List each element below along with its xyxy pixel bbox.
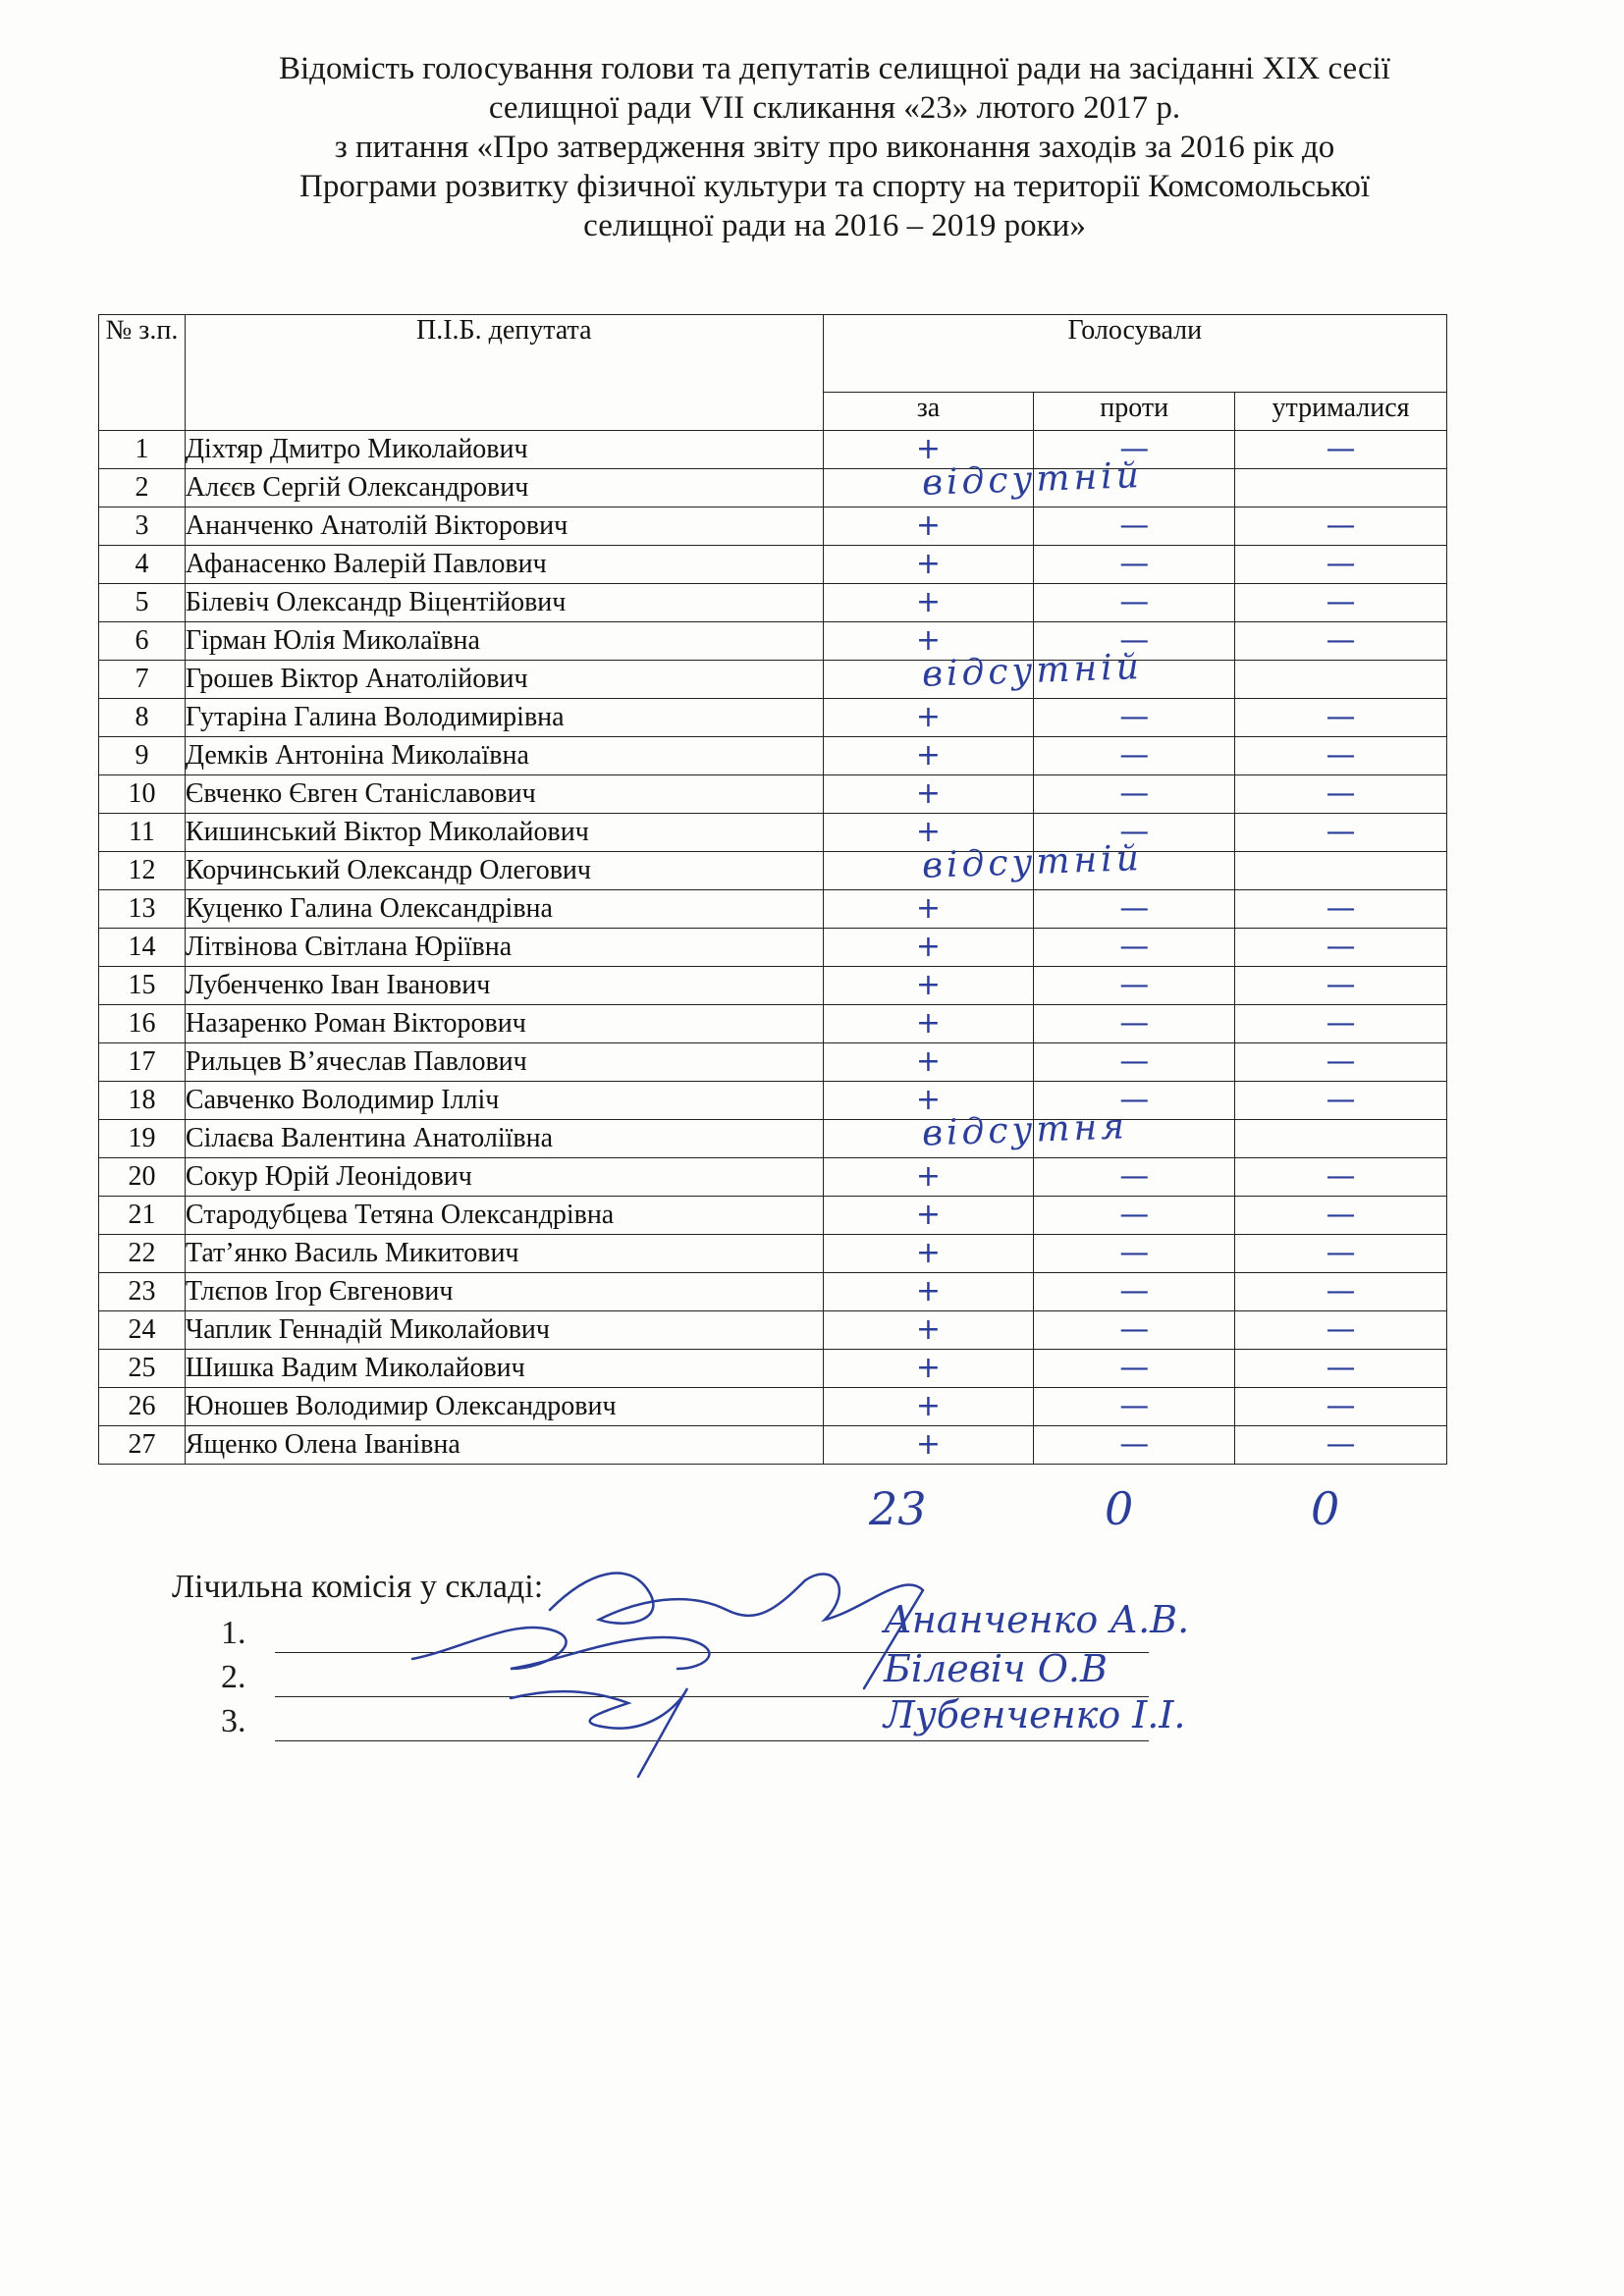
header-abstained: утрималися — [1235, 393, 1447, 431]
table-row — [99, 737, 1447, 775]
row-number: 23 — [99, 1273, 186, 1311]
row-number: 26 — [99, 1388, 186, 1426]
vote-against-cell: — — [1034, 737, 1235, 775]
vote-abstained-cell: — — [1235, 431, 1447, 469]
table-row — [99, 775, 1447, 814]
signature-stroke — [412, 1628, 709, 1669]
header-number: № з.п. — [99, 315, 186, 431]
table-row — [99, 699, 1447, 737]
title-line: селищної ради VІІ скликання «23» лютого 2017 р. — [488, 90, 1181, 126]
deputy-name: Тат’янко Василь Микитович — [185, 1235, 823, 1273]
vote-against-cell: — — [1034, 1426, 1235, 1465]
vote-for-cell: + — [823, 507, 1034, 546]
table-row — [99, 890, 1447, 929]
row-number: 22 — [99, 1235, 186, 1273]
row-number: 10 — [99, 775, 186, 814]
vote-for-cell: + — [823, 1388, 1034, 1426]
vote-abstained-cell: — — [1235, 890, 1447, 929]
vote-against-cell: — — [1034, 967, 1235, 1005]
vote-for-cell — [823, 1106, 1129, 1158]
total-against: 0 — [1105, 1482, 1134, 1535]
absent-note: відсутня — [920, 1106, 1129, 1154]
vote-for-cell: + — [823, 967, 1034, 1005]
vote-against-cell: — — [1034, 1350, 1235, 1388]
deputy-name: Літвінова Світлана Юріївна — [185, 929, 823, 967]
vote-for-cell — [823, 647, 1144, 699]
table-row — [99, 584, 1447, 622]
vote-abstained-cell: — — [1235, 584, 1447, 622]
vote-abstained-cell — [1235, 469, 1447, 507]
total-for: 23 — [869, 1482, 927, 1535]
table-row — [99, 507, 1447, 546]
header-deputy-name: П.І.Б. депутата — [185, 315, 823, 431]
row-number: 5 — [99, 584, 186, 622]
vote-for-cell: + — [823, 1311, 1034, 1350]
title-line: Відомість голосування голови та депутатів селищної ради на засіданні ХІХ сесії — [279, 51, 1390, 86]
deputy-name: Ананченко Анатолій Вікторович — [185, 507, 823, 546]
vote-for-cell: + — [823, 1005, 1034, 1043]
row-number: 12 — [99, 852, 186, 890]
deputy-name: Сілаєва Валентина Анатоліївна — [185, 1120, 823, 1158]
title-line: Програми розвитку фізичної культури та спорту на території Комсомольської — [298, 169, 1371, 204]
vote-abstained-cell: — — [1235, 622, 1447, 661]
row-number: 24 — [99, 1311, 186, 1350]
vote-abstained-cell: — — [1235, 1043, 1447, 1082]
deputy-name: Стародубцева Тетяна Олександрівна — [185, 1197, 823, 1235]
row-number: 27 — [99, 1426, 186, 1465]
table-row — [99, 1235, 1447, 1273]
vote-against-cell: — — [1034, 1235, 1235, 1273]
vote-against-cell: — — [1034, 1158, 1235, 1197]
row-number: 3 — [99, 507, 186, 546]
header-for: за — [823, 393, 1034, 431]
vote-against-cell: — — [1034, 814, 1235, 852]
table-row — [99, 929, 1447, 967]
member-number: 2. — [221, 1659, 246, 1695]
vote-against-cell — [1034, 1120, 1235, 1158]
vote-for-cell: + — [823, 1197, 1034, 1235]
vote-against-cell — [1034, 852, 1235, 890]
table-row — [99, 1273, 1447, 1311]
deputy-name: Чаплик Геннадій Миколайович — [185, 1311, 823, 1350]
voting-table-body — [99, 431, 1447, 1465]
vote-against-cell: — — [1034, 546, 1235, 584]
vote-abstained-cell: — — [1235, 967, 1447, 1005]
vote-abstained-cell — [1235, 1120, 1447, 1158]
deputy-name: Сокур Юрій Леонідович — [185, 1158, 823, 1197]
commission-label: Лічильна комісія у складі: — [172, 1569, 544, 1605]
row-number: 17 — [99, 1043, 186, 1082]
vote-for-cell: + — [823, 1350, 1034, 1388]
vote-abstained-cell: — — [1235, 1005, 1447, 1043]
header-voted: Голосували — [823, 315, 1446, 393]
table-row — [99, 1120, 1447, 1158]
deputy-name: Гірман Юлія Миколаївна — [185, 622, 823, 661]
deputy-name: Кишинський Віктор Миколайович — [185, 814, 823, 852]
row-number: 20 — [99, 1158, 186, 1197]
deputy-name: Рильцев В’ячеслав Павлович — [185, 1043, 823, 1082]
vote-for-cell: + — [823, 622, 1034, 661]
vote-for-cell — [823, 455, 1144, 507]
vote-against-cell: — — [1034, 775, 1235, 814]
row-number: 4 — [99, 546, 186, 584]
deputy-name: Лубенченко Іван Іванович — [185, 967, 823, 1005]
deputy-name: Афанасенко Валерій Павлович — [185, 546, 823, 584]
row-number: 1 — [99, 431, 186, 469]
table-row — [99, 1388, 1447, 1426]
deputy-name: Тлєпов Ігор Євгенович — [185, 1273, 823, 1311]
total-abstained: 0 — [1311, 1482, 1340, 1535]
vote-against-cell — [1034, 661, 1235, 699]
vote-for-cell: + — [823, 890, 1034, 929]
row-number: 21 — [99, 1197, 186, 1235]
header-against: проти — [1034, 393, 1235, 431]
row-number: 15 — [99, 967, 186, 1005]
title-line: селищної ради на 2016 – 2019 роки» — [583, 208, 1086, 243]
row-number: 13 — [99, 890, 186, 929]
vote-for-cell: + — [823, 775, 1034, 814]
vote-against-cell: — — [1034, 929, 1235, 967]
deputy-name: Білевіч Олександр Віцентійович — [185, 584, 823, 622]
deputy-name: Євченко Євген Станіславович — [185, 775, 823, 814]
member-name: Білевіч О.В — [884, 1647, 1108, 1690]
table-row — [99, 814, 1447, 852]
vote-against-cell: — — [1034, 1043, 1235, 1082]
vote-abstained-cell: — — [1235, 1158, 1447, 1197]
vote-for-cell: + — [823, 1273, 1034, 1311]
vote-abstained-cell: — — [1235, 1197, 1447, 1235]
vote-for-cell: + — [823, 1235, 1034, 1273]
vote-against-cell: — — [1034, 890, 1235, 929]
deputy-name: Юношев Володимир Олександрович — [185, 1388, 823, 1426]
table-row — [99, 1082, 1447, 1120]
deputy-name: Ященко Олена Іванівна — [185, 1426, 823, 1465]
absent-note: відсутній — [920, 838, 1144, 886]
table-row — [99, 546, 1447, 584]
table-row — [99, 431, 1447, 469]
row-number: 16 — [99, 1005, 186, 1043]
deputy-name: Грошев Віктор Анатолійович — [185, 661, 823, 699]
title-line: з питання «Про затвердження звіту про виконання заходів за 2016 рік до — [334, 130, 1335, 165]
vote-abstained-cell: — — [1235, 546, 1447, 584]
row-number: 2 — [99, 469, 186, 507]
vote-abstained-cell: — — [1235, 929, 1447, 967]
deputy-name: Діхтяр Дмитро Миколайович — [185, 431, 823, 469]
vote-against-cell: — — [1034, 584, 1235, 622]
absent-note: відсутній — [920, 647, 1144, 695]
deputy-name: Демків Антоніна Миколаївна — [185, 737, 823, 775]
table-row — [99, 1005, 1447, 1043]
table-row — [99, 1043, 1447, 1082]
vote-abstained-cell: — — [1235, 1273, 1447, 1311]
vote-against-cell — [1034, 469, 1235, 507]
vote-abstained-cell: — — [1235, 507, 1447, 546]
vote-abstained-cell: — — [1235, 1350, 1447, 1388]
vote-for-cell: + — [823, 699, 1034, 737]
vote-for-cell — [823, 838, 1144, 890]
table-row — [99, 967, 1447, 1005]
vote-for-cell: + — [823, 814, 1034, 852]
row-number: 7 — [99, 661, 186, 699]
member-number: 1. — [221, 1615, 246, 1651]
vote-against-cell: — — [1034, 622, 1235, 661]
vote-against-cell: — — [1034, 1005, 1235, 1043]
row-number: 8 — [99, 699, 186, 737]
table-row — [99, 852, 1447, 890]
member-name: Ананченко А.В. — [884, 1598, 1190, 1641]
member-name: Лубенченко І.І. — [884, 1693, 1186, 1736]
deputy-name: Шишка Вадим Миколайович — [185, 1350, 823, 1388]
vote-for-cell: + — [823, 1082, 1034, 1120]
vote-against-cell: — — [1034, 1082, 1235, 1120]
vote-against-cell: — — [1034, 1311, 1235, 1350]
vote-abstained-cell — [1235, 852, 1447, 890]
vote-for-cell: + — [823, 584, 1034, 622]
vote-against-cell: — — [1034, 1388, 1235, 1426]
deputy-name: Назаренко Роман Вікторович — [185, 1005, 823, 1043]
vote-against-cell: — — [1034, 1273, 1235, 1311]
absent-note: відсутній — [920, 455, 1144, 504]
table-row — [99, 661, 1447, 699]
row-number: 18 — [99, 1082, 186, 1120]
deputy-name: Куценко Галина Олександрівна — [185, 890, 823, 929]
vote-abstained-cell: — — [1235, 737, 1447, 775]
vote-abstained-cell: — — [1235, 699, 1447, 737]
deputy-name: Корчинський Олександр Олегович — [185, 852, 823, 890]
signature-stroke — [511, 1688, 687, 1777]
vote-for-cell: + — [823, 431, 1034, 469]
member-number: 3. — [221, 1703, 246, 1739]
vote-against-cell: — — [1034, 507, 1235, 546]
document-title — [147, 49, 1522, 245]
row-number: 19 — [99, 1120, 186, 1158]
row-number: 11 — [99, 814, 186, 852]
row-number: 14 — [99, 929, 186, 967]
table-row — [99, 1426, 1447, 1465]
vote-for-cell: + — [823, 929, 1034, 967]
table-row — [99, 1197, 1447, 1235]
vote-against-cell: — — [1034, 431, 1235, 469]
vote-abstained-cell: — — [1235, 1388, 1447, 1426]
table-row — [99, 1158, 1447, 1197]
vote-for-cell: + — [823, 1158, 1034, 1197]
table-row — [99, 469, 1447, 507]
deputy-name: Гутаріна Галина Володимирівна — [185, 699, 823, 737]
vote-for-cell: + — [823, 1043, 1034, 1082]
vote-for-cell: + — [823, 1426, 1034, 1465]
row-number: 6 — [99, 622, 186, 661]
vote-against-cell: — — [1034, 699, 1235, 737]
vote-abstained-cell: — — [1235, 775, 1447, 814]
signature-line — [275, 1740, 1149, 1741]
deputy-name: Савченко Володимир Ілліч — [185, 1082, 823, 1120]
deputy-name: Алєєв Сергій Олександрович — [185, 469, 823, 507]
row-number: 9 — [99, 737, 186, 775]
row-number: 25 — [99, 1350, 186, 1388]
vote-for-cell: + — [823, 737, 1034, 775]
vote-for-cell: + — [823, 546, 1034, 584]
vote-abstained-cell: — — [1235, 1082, 1447, 1120]
table-row — [99, 1311, 1447, 1350]
vote-abstained-cell: — — [1235, 1235, 1447, 1273]
vote-against-cell: — — [1034, 1197, 1235, 1235]
vote-abstained-cell: — — [1235, 814, 1447, 852]
signature-stroke — [550, 1574, 923, 1688]
vote-abstained-cell: — — [1235, 1311, 1447, 1350]
table-row — [99, 622, 1447, 661]
table-row — [99, 1350, 1447, 1388]
vote-abstained-cell: — — [1235, 1426, 1447, 1465]
voting-table — [98, 314, 1447, 1465]
vote-abstained-cell — [1235, 661, 1447, 699]
